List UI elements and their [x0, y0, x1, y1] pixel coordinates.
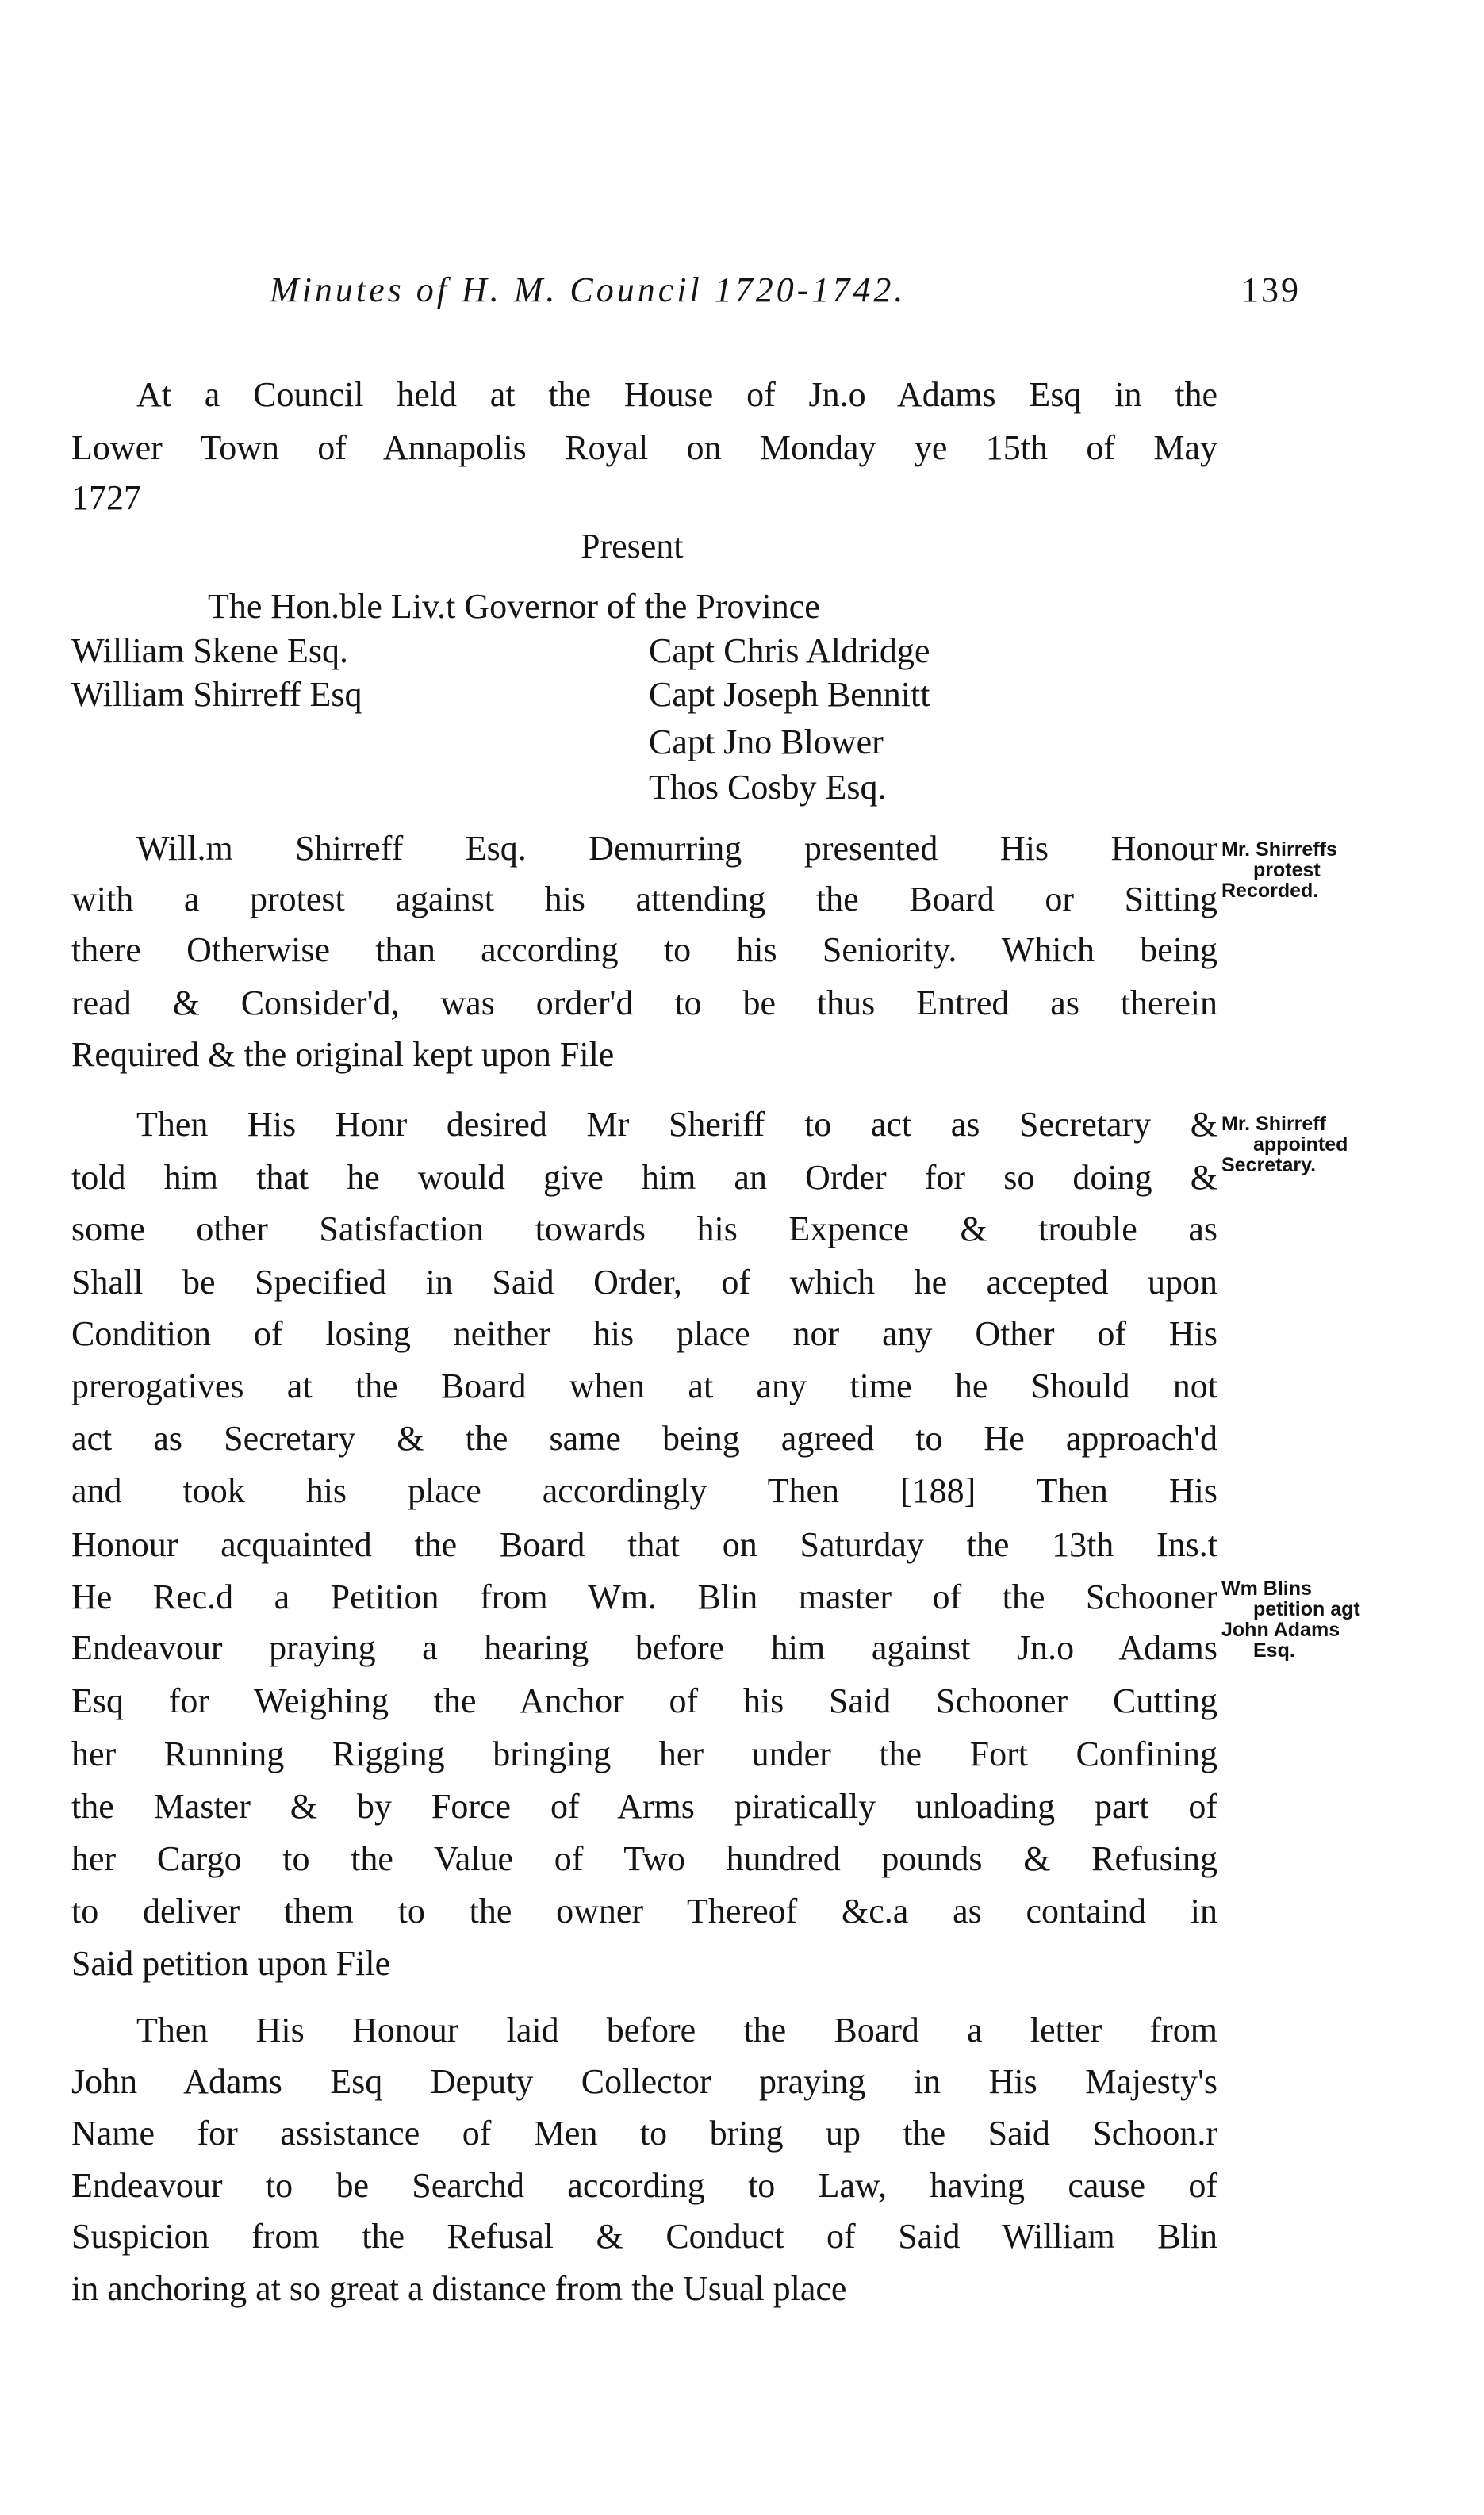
para2-line-5: Condition of losing neither his place nor any Other of His [71, 1314, 1217, 1353]
attendee-left-2: William Shirreff Esq [71, 675, 362, 714]
page-number: 139 [1241, 270, 1301, 309]
para2-line-9: Honour acquainted the Board that on Saturday the 13th Ins.t [71, 1525, 1217, 1564]
para3-line-4: Endeavour to be Searchd according to Law, having cause of [71, 2166, 1217, 2205]
margin-note-secretary-line-3: Secretary. [1221, 1154, 1317, 1176]
para1-line-4: read & Consider'd, was order'd to be thus Entred as therein [71, 983, 1217, 1022]
page-header [270, 270, 1301, 325]
margin-note-petition-line-3: John Adams [1221, 1619, 1340, 1641]
margin-note-protest-line-3: Recorded. [1221, 880, 1319, 902]
margin-note-petition-line-2: petition agt [1253, 1598, 1360, 1620]
para2-line-17: Said petition upon File [71, 1944, 391, 1983]
para2-line-16: to deliver them to the owner Thereof &c.a as containd in [71, 1892, 1217, 1930]
para2-line-13: her Running Rigging bringing her under the Fort Confining [71, 1735, 1217, 1773]
margin-note-secretary [1221, 1114, 1483, 1175]
para1-line-2: with a protest against his attending the Board or Sitting [71, 880, 1217, 918]
para2-line-8: and took his place accordingly Then [188] Then His [71, 1471, 1217, 1510]
present-heading: Present [581, 527, 684, 565]
para3-line-2: John Adams Esq Deputy Collector praying in His Majesty's [71, 2062, 1217, 2101]
margin-note-protest-line-1: Mr. Shirreffs [1221, 838, 1337, 861]
intro-line-3: 1727 [71, 478, 141, 517]
para1-line-5: Required & the original kept upon File [71, 1035, 615, 1074]
attendee-right-1: Capt Chris Aldridge [649, 631, 930, 670]
para2-line-12: Esq for Weighing the Anchor of his Said Schooner Cutting [71, 1681, 1217, 1720]
para3-line-6: in anchoring at so great a distance from the Usual place [71, 2269, 847, 2308]
para2-line-11: Endeavour praying a hearing before him against Jn.o Adams [71, 1628, 1217, 1667]
para1-line-3: there Otherwise than according to his Seniority. Which being [71, 930, 1217, 969]
para2-line-14: the Master & by Force of Arms piratically unloading part of [71, 1787, 1217, 1826]
attendee-right-4: Thos Cosby Esq. [649, 768, 887, 807]
para2-line-4: Shall be Specified in Said Order, of which he accepted upon [71, 1263, 1217, 1302]
margin-note-protest [1221, 839, 1483, 901]
margin-note-secretary-line-1: Mr. Shirreff [1221, 1113, 1326, 1135]
running-title: Minutes of H. M. Council 1720-1742. [270, 270, 907, 309]
intro-line-2: Lower Town of Annapolis Royal on Monday ye 15th of May [71, 428, 1217, 467]
para2-line-10: He Rec.d a Petition from Wm. Blin master of the Schooner [71, 1578, 1217, 1616]
attendee-right-2: Capt Joseph Bennitt [649, 675, 930, 714]
para2-line-3: some other Satisfaction towards his Expence & trouble as [71, 1210, 1217, 1248]
para2-line-7: act as Secretary & the same being agreed to He approach'd [71, 1419, 1217, 1458]
attendee-right-3: Capt Jno Blower [649, 723, 884, 761]
margin-note-protest-line-2: protest [1253, 859, 1321, 881]
para2-line-1: Then His Honr desired Mr Sheriff to act as Secretary & [136, 1105, 1217, 1144]
para2-line-6: prerogatives at the Board when at any time he Should not [71, 1367, 1217, 1405]
para2-line-15: her Cargo to the Value of Two hundred pounds & Refusing [71, 1839, 1217, 1878]
margin-note-petition [1221, 1578, 1483, 1661]
para3-line-3: Name for assistance of Men to bring up the Said Schoon.r [71, 2114, 1217, 2153]
para1-line-1: Will.m Shirreff Esq. Demurring presented His Honour [136, 829, 1217, 868]
margin-note-secretary-line-2: appointed [1253, 1133, 1348, 1156]
attendee-left-1: William Skene Esq. [71, 631, 348, 670]
para3-line-1: Then His Honour laid before the Board a letter from [136, 2011, 1217, 2049]
para2-line-2: told him that he would give him an Order for so doing & [71, 1158, 1217, 1197]
margin-note-petition-line-4: Esq. [1253, 1639, 1295, 1662]
para3-line-5: Suspicion from the Refusal & Conduct of Said William Blin [71, 2217, 1217, 2256]
governor-line: The Hon.ble Liv.t Governor of the Province [208, 587, 820, 626]
margin-note-petition-line-1: Wm Blins [1221, 1578, 1312, 1600]
intro-line-1: At a Council held at the House of Jn.o Adams Esq in the [136, 375, 1217, 414]
